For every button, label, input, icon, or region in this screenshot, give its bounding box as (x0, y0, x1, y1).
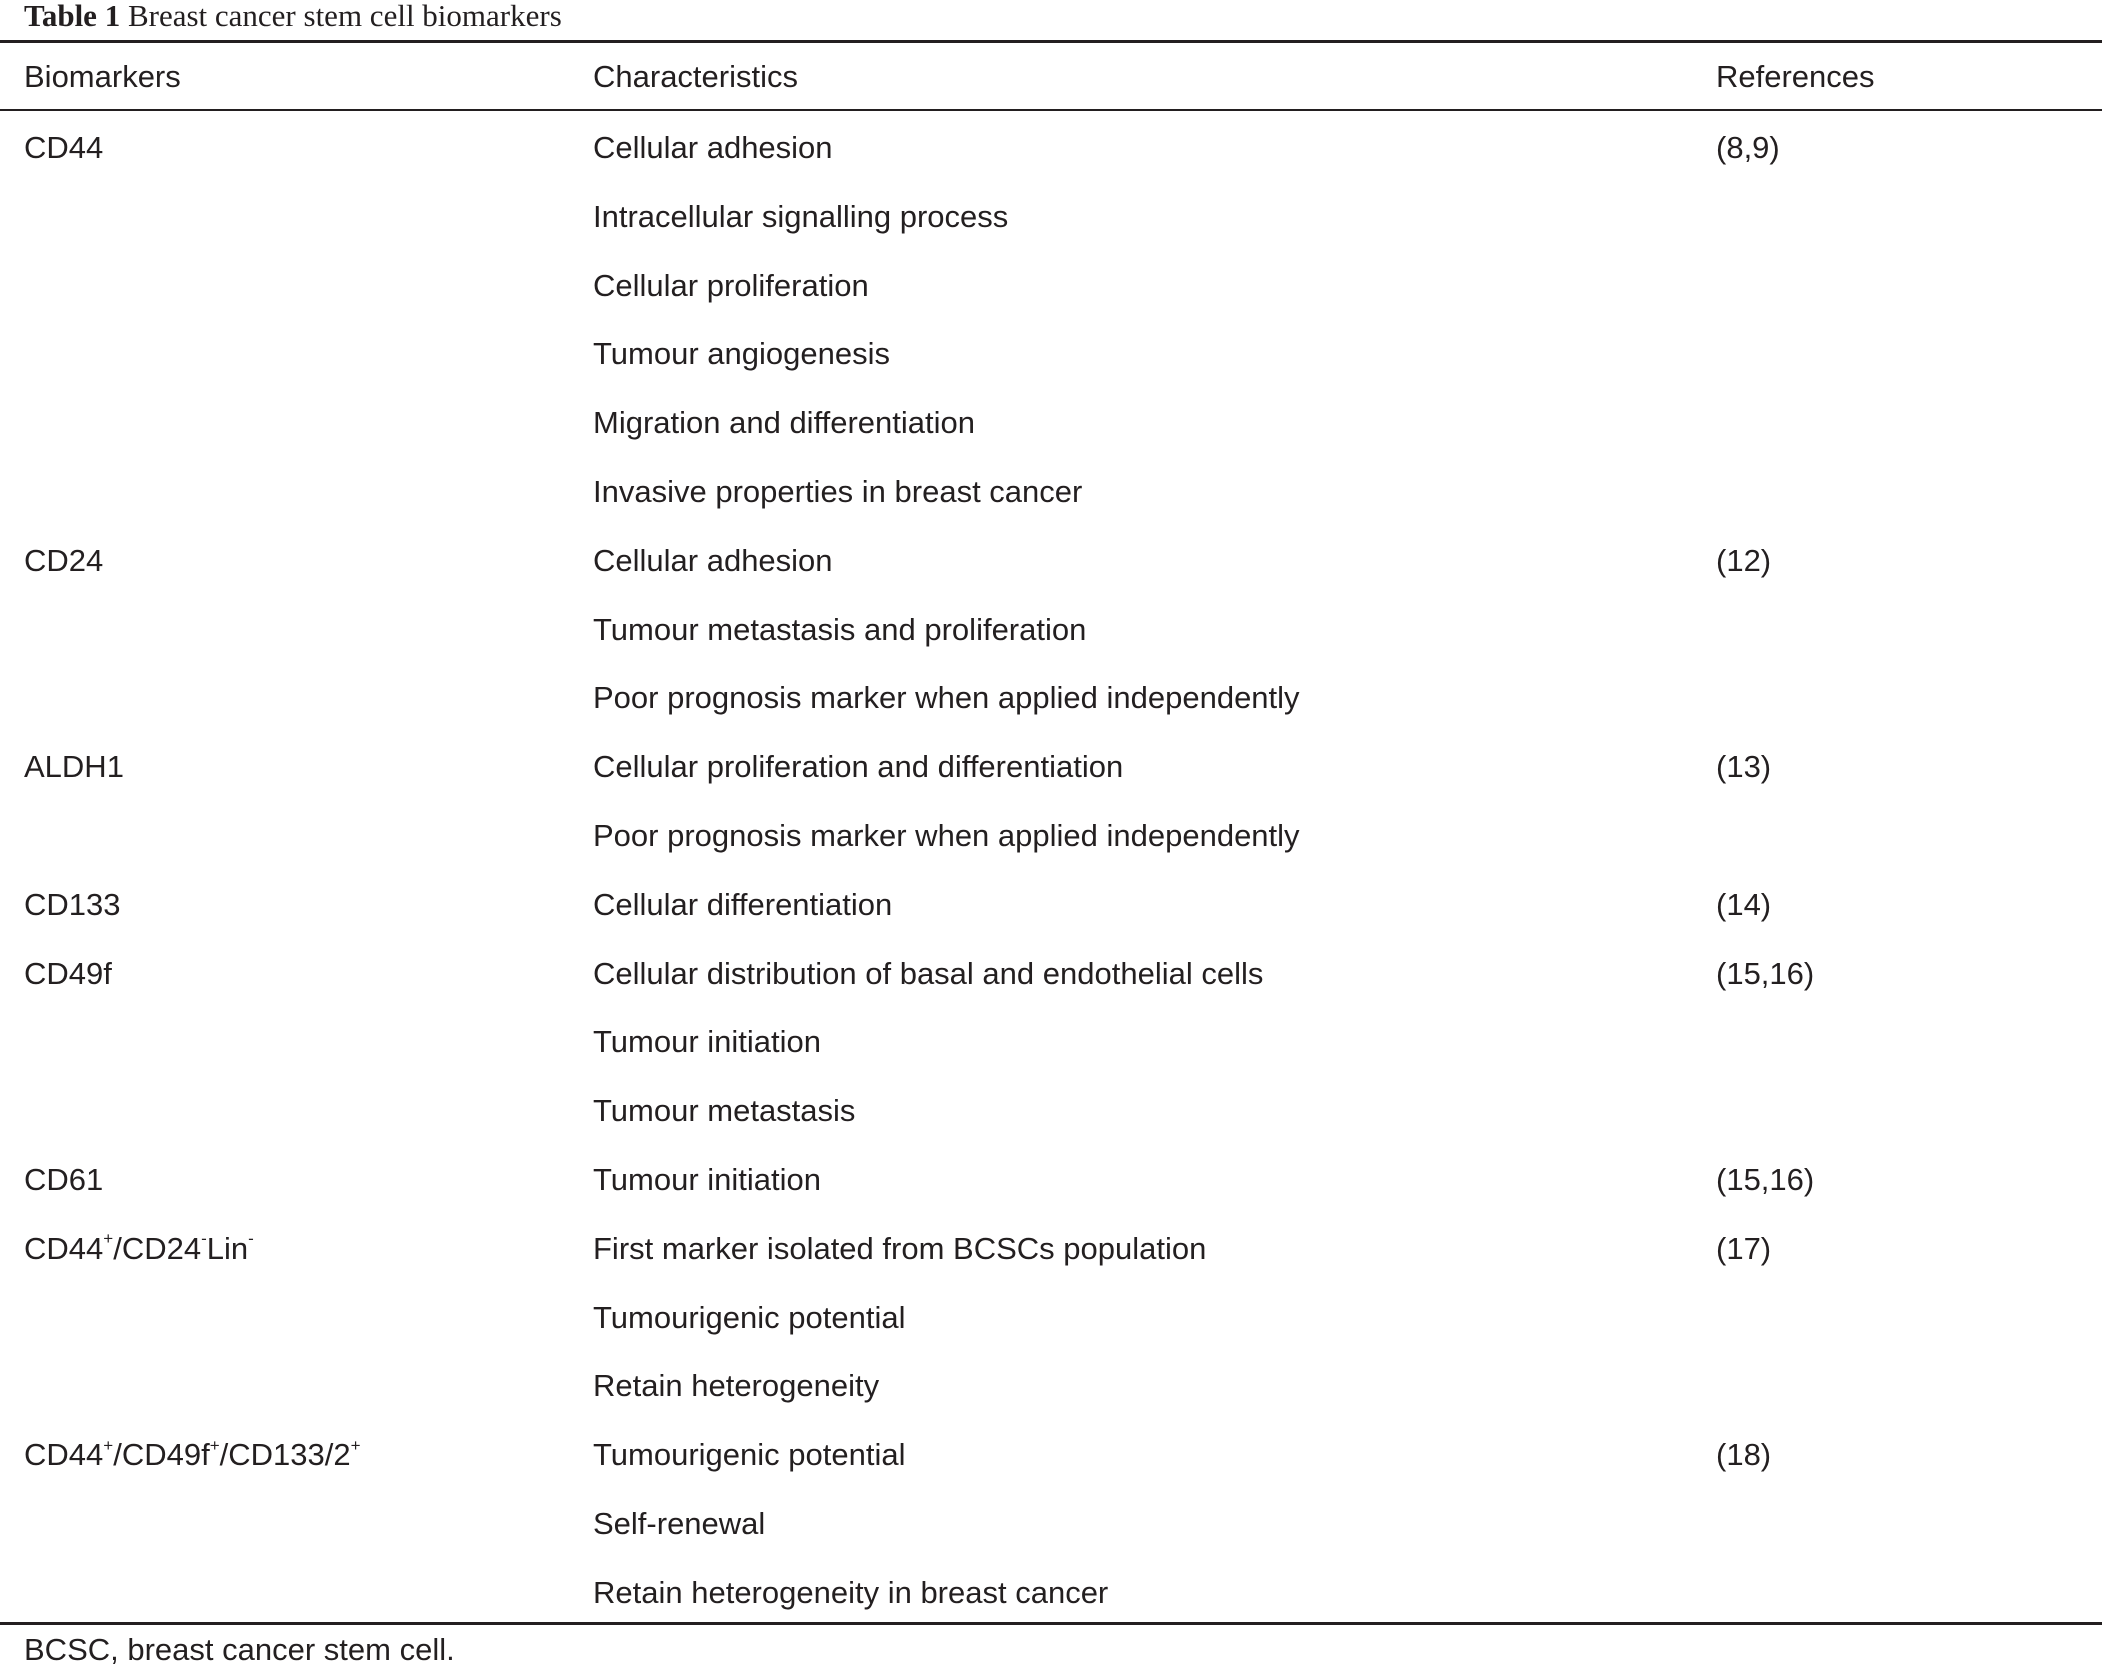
characteristic-cell: Retain heterogeneity in breast cancer (593, 1574, 1109, 1610)
reference-cell: (15,16) (1716, 955, 1815, 991)
biomarker-cell: CD133 (24, 886, 121, 922)
reference-cell: (18) (1716, 1437, 1772, 1473)
table-caption (24, 0, 562, 36)
characteristic-cell: Tumour initiation (593, 1024, 822, 1060)
characteristic-cell: Cellular proliferation and differentiation (593, 749, 1124, 785)
characteristic-cell: First marker isolated from BCSCs population (593, 1230, 1207, 1266)
biomarker-cell: CD61 (24, 1161, 104, 1197)
table-row (0, 1352, 2102, 1421)
characteristic-cell: Tumour initiation (593, 1161, 822, 1197)
column-header-biomarkers: Biomarkers (24, 59, 181, 94)
table-row (0, 733, 2102, 802)
column-header-references: References (1716, 59, 1875, 94)
table-top-rule (0, 40, 2102, 43)
characteristic-cell: Poor prognosis marker when applied independently (593, 817, 1300, 853)
reference-cell: (8,9) (1716, 130, 1780, 165)
characteristic-cell: Retain heterogeneity (593, 1368, 880, 1404)
reference-cell: (12) (1716, 542, 1772, 578)
characteristic-cell: Cellular proliferation (593, 267, 869, 303)
reference-cell: (17) (1716, 1230, 1772, 1266)
characteristic-cell: Cellular adhesion (593, 542, 833, 578)
table-row (0, 871, 2102, 940)
characteristic-cell: Tumour metastasis (593, 1093, 856, 1129)
characteristic-cell: Migration and differentiation (593, 405, 976, 441)
table-row (0, 1559, 2102, 1628)
table-row (0, 527, 2102, 596)
biomarker-cell: CD44+/CD24-Lin- (24, 1229, 254, 1266)
table-row (0, 664, 2102, 733)
characteristic-cell: Self-renewal (593, 1505, 766, 1541)
table-row (0, 1077, 2102, 1146)
characteristic-cell: Tumourigenic potential (593, 1299, 906, 1335)
reference-cell: (15,16) (1716, 1161, 1815, 1197)
table-row (0, 114, 2102, 183)
table-row (0, 802, 2102, 871)
table-header-rule (0, 109, 2102, 111)
reference-cell: (13) (1716, 749, 1772, 785)
reference-cell: (14) (1716, 886, 1772, 922)
biomarker-cell: CD44 (24, 130, 104, 165)
table-caption-label: Table 1 (24, 0, 121, 33)
table-caption-title: Breast cancer stem cell biomarkers (127, 0, 562, 33)
characteristic-cell: Cellular adhesion (593, 130, 833, 165)
table-row (0, 1008, 2102, 1077)
table-row (0, 940, 2102, 1009)
characteristic-cell: Intracellular signalling process (593, 198, 1009, 234)
characteristic-cell: Tumour angiogenesis (593, 336, 890, 372)
characteristic-cell: Invasive properties in breast cancer (593, 473, 1083, 509)
table-row (0, 1284, 2102, 1353)
table-row (0, 1215, 2102, 1284)
biomarker-cell: CD44+/CD49f+/CD133/2+ (24, 1435, 361, 1473)
table-footnote: BCSC, breast cancer stem cell. (24, 1632, 455, 1667)
table-row (0, 1490, 2102, 1559)
column-header-characteristics: Characteristics (593, 59, 798, 94)
table-row (0, 1421, 2102, 1490)
table-row (0, 183, 2102, 252)
biomarker-cell: CD24 (24, 542, 104, 578)
table-bottom-rule (0, 1622, 2102, 1625)
characteristic-cell: Cellular distribution of basal and endothelial cells (593, 955, 1264, 991)
table-row (0, 1146, 2102, 1215)
table-row (0, 252, 2102, 321)
characteristic-cell: Poor prognosis marker when applied independently (593, 680, 1300, 716)
table-row (0, 320, 2102, 389)
characteristic-cell: Tumour metastasis and proliferation (593, 611, 1087, 647)
biomarker-cell: CD49f (24, 955, 112, 991)
table-row (0, 389, 2102, 458)
biomarker-cell: ALDH1 (24, 749, 124, 785)
characteristic-cell: Cellular differentiation (593, 886, 893, 922)
table-header-row (0, 47, 2102, 107)
table-row (0, 596, 2102, 665)
table-body (0, 114, 2102, 1628)
characteristic-cell: Tumourigenic potential (593, 1437, 906, 1473)
table-row (0, 458, 2102, 527)
